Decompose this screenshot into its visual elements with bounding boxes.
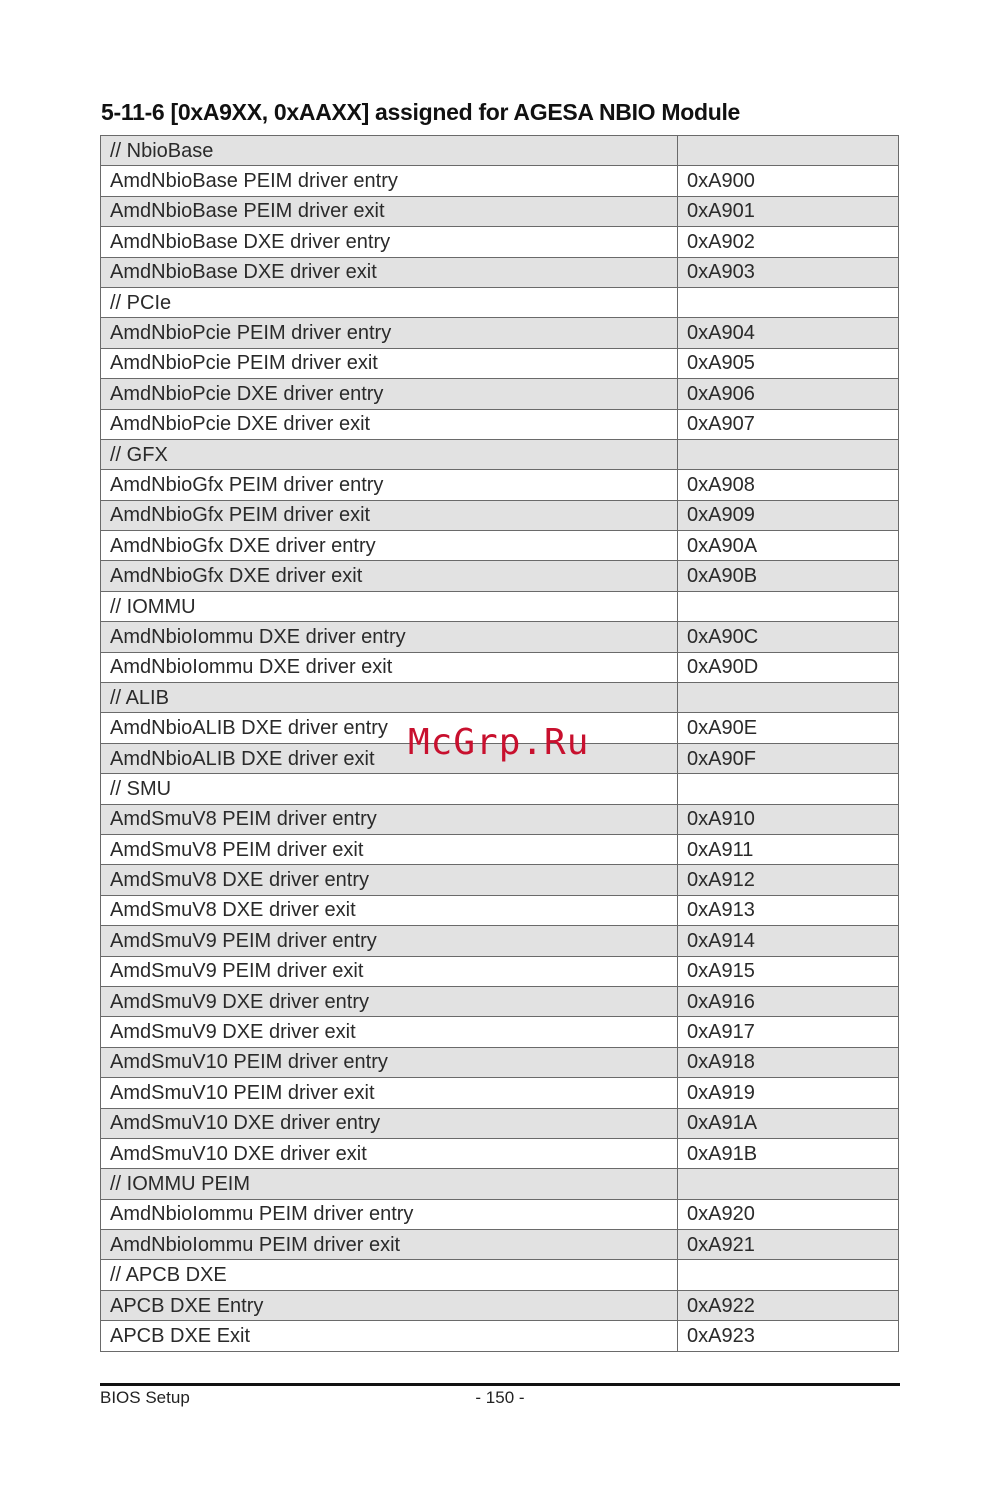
- row-description: // IOMMU PEIM: [101, 1169, 678, 1199]
- row-code: 0xA916: [678, 986, 899, 1016]
- table-row: [101, 926, 899, 956]
- table-row: [101, 1108, 899, 1138]
- table-row: [101, 683, 899, 713]
- row-code: [678, 439, 899, 469]
- table-row: [101, 196, 899, 226]
- row-code: 0xA90B: [678, 561, 899, 591]
- table-row: [101, 895, 899, 925]
- table-row: [101, 1017, 899, 1047]
- row-description: AmdNbioBase DXE driver exit: [101, 257, 678, 287]
- row-code: [678, 774, 899, 804]
- table-row: [101, 136, 899, 166]
- row-code: 0xA902: [678, 227, 899, 257]
- row-description: // NbioBase: [101, 136, 678, 166]
- row-description: AmdSmuV9 PEIM driver entry: [101, 926, 678, 956]
- row-description: // IOMMU: [101, 591, 678, 621]
- table-row: [101, 561, 899, 591]
- row-code: 0xA921: [678, 1230, 899, 1260]
- footer-divider: [100, 1383, 900, 1386]
- row-description: AmdSmuV9 DXE driver entry: [101, 986, 678, 1016]
- section-title: 5-11-6 [0xA9XX, 0xAAXX] assigned for AGESA NBIO Module: [101, 99, 741, 125]
- table-row: [101, 804, 899, 834]
- table-row: [101, 865, 899, 895]
- row-description: AmdNbioIommu PEIM driver exit: [101, 1230, 678, 1260]
- row-description: AmdNbioBase PEIM driver exit: [101, 196, 678, 226]
- row-description: AmdNbioBase PEIM driver entry: [101, 166, 678, 196]
- table-row: [101, 439, 899, 469]
- row-description: // GFX: [101, 439, 678, 469]
- row-code: 0xA900: [678, 166, 899, 196]
- row-description: AmdNbioGfx DXE driver exit: [101, 561, 678, 591]
- row-description: // PCIe: [101, 287, 678, 317]
- row-description: APCB DXE Exit: [101, 1321, 678, 1351]
- row-code: 0xA91A: [678, 1108, 899, 1138]
- table-row: [101, 1047, 899, 1077]
- row-description: AmdNbioPcie DXE driver entry: [101, 379, 678, 409]
- row-code: 0xA922: [678, 1290, 899, 1320]
- row-description: AmdNbioGfx DXE driver entry: [101, 531, 678, 561]
- row-description: // ALIB: [101, 683, 678, 713]
- row-description: // APCB DXE: [101, 1260, 678, 1290]
- row-code: 0xA904: [678, 318, 899, 348]
- table-row: [101, 1260, 899, 1290]
- table-row: [101, 622, 899, 652]
- table-row: [101, 834, 899, 864]
- row-description: AmdNbioPcie PEIM driver exit: [101, 348, 678, 378]
- watermark-logo: McGrp.Ru: [408, 722, 590, 763]
- table-row: [101, 591, 899, 621]
- table-row: [101, 470, 899, 500]
- row-description: AmdNbioIommu PEIM driver entry: [101, 1199, 678, 1229]
- table-row: [101, 257, 899, 287]
- table-row: [101, 166, 899, 196]
- row-description: APCB DXE Entry: [101, 1290, 678, 1320]
- row-code: 0xA905: [678, 348, 899, 378]
- row-code: 0xA907: [678, 409, 899, 439]
- table-row: [101, 500, 899, 530]
- table-row: [101, 287, 899, 317]
- row-code: 0xA90F: [678, 743, 899, 773]
- table-row: [101, 1230, 899, 1260]
- table-row: [101, 1169, 899, 1199]
- row-description: AmdSmuV8 DXE driver exit: [101, 895, 678, 925]
- table-row: [101, 531, 899, 561]
- row-code: 0xA913: [678, 895, 899, 925]
- row-code: 0xA912: [678, 865, 899, 895]
- row-description: AmdSmuV10 PEIM driver exit: [101, 1078, 678, 1108]
- row-code: 0xA919: [678, 1078, 899, 1108]
- row-description: AmdSmuV8 PEIM driver entry: [101, 804, 678, 834]
- row-description: AmdNbioPcie DXE driver exit: [101, 409, 678, 439]
- row-code: 0xA911: [678, 834, 899, 864]
- table-row: [101, 1290, 899, 1320]
- row-code: 0xA915: [678, 956, 899, 986]
- row-code: 0xA909: [678, 500, 899, 530]
- row-description: AmdSmuV10 PEIM driver entry: [101, 1047, 678, 1077]
- row-code: [678, 287, 899, 317]
- table-row: [101, 1138, 899, 1168]
- row-description: AmdSmuV8 DXE driver entry: [101, 865, 678, 895]
- row-code: 0xA90A: [678, 531, 899, 561]
- row-description: AmdNbioBase DXE driver entry: [101, 227, 678, 257]
- table-row: [101, 227, 899, 257]
- table-row: [101, 986, 899, 1016]
- row-code: 0xA917: [678, 1017, 899, 1047]
- row-code: [678, 1260, 899, 1290]
- row-description: AmdSmuV9 PEIM driver exit: [101, 956, 678, 986]
- row-code: [678, 1169, 899, 1199]
- row-description: AmdNbioGfx PEIM driver entry: [101, 470, 678, 500]
- row-code: 0xA906: [678, 379, 899, 409]
- row-code: 0xA910: [678, 804, 899, 834]
- table-row: [101, 1321, 899, 1351]
- row-code: [678, 683, 899, 713]
- row-code: 0xA90D: [678, 652, 899, 682]
- row-code: 0xA90C: [678, 622, 899, 652]
- row-code: 0xA91B: [678, 1138, 899, 1168]
- table-row: [101, 409, 899, 439]
- page-number: - 150 -: [475, 1388, 525, 1407]
- row-code: 0xA908: [678, 470, 899, 500]
- row-description: AmdNbioIommu DXE driver entry: [101, 622, 678, 652]
- table-row: [101, 318, 899, 348]
- row-code: [678, 136, 899, 166]
- row-code: 0xA920: [678, 1199, 899, 1229]
- row-description: AmdNbioPcie PEIM driver entry: [101, 318, 678, 348]
- row-description: AmdNbioGfx PEIM driver exit: [101, 500, 678, 530]
- table-row: [101, 774, 899, 804]
- row-description: // SMU: [101, 774, 678, 804]
- footer-section-label: BIOS Setup: [100, 1388, 190, 1407]
- row-code: 0xA903: [678, 257, 899, 287]
- table-row: [101, 1199, 899, 1229]
- row-code: 0xA90E: [678, 713, 899, 743]
- table-row: [101, 1078, 899, 1108]
- row-code: [678, 591, 899, 621]
- table-row: [101, 379, 899, 409]
- row-code: 0xA923: [678, 1321, 899, 1351]
- table-row: [101, 956, 899, 986]
- row-description: AmdNbioALIB DXE driver exit: [101, 743, 678, 773]
- row-code: 0xA918: [678, 1047, 899, 1077]
- row-description: AmdSmuV10 DXE driver exit: [101, 1138, 678, 1168]
- table-row: [101, 652, 899, 682]
- row-code: 0xA901: [678, 196, 899, 226]
- row-description: AmdSmuV8 PEIM driver exit: [101, 834, 678, 864]
- row-description: AmdNbioALIB DXE driver entry: [101, 713, 678, 743]
- row-description: AmdSmuV10 DXE driver entry: [101, 1108, 678, 1138]
- row-code: 0xA914: [678, 926, 899, 956]
- table-row: [101, 348, 899, 378]
- row-description: AmdNbioIommu DXE driver exit: [101, 652, 678, 682]
- row-description: AmdSmuV9 DXE driver exit: [101, 1017, 678, 1047]
